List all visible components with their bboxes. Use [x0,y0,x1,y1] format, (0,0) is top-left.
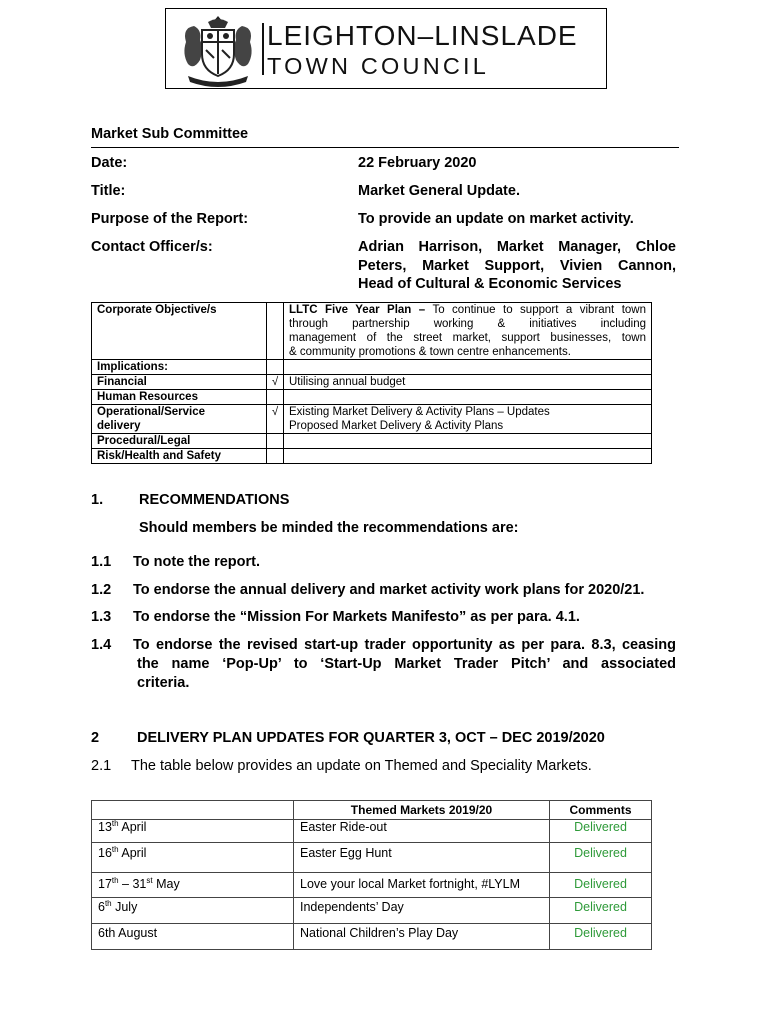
table-row [92,390,652,405]
hr-label: Human Resources [92,390,267,405]
item-1-4-line-3: criteria. [137,675,190,691]
table-header-row [92,801,652,820]
date-cell: 13th April [92,820,294,843]
column-header-comments: Comments [550,801,652,820]
item-1-1-number: 1.1 [91,554,112,570]
title-label: Title: [91,183,126,199]
date-cell: 16th April [92,843,294,873]
status-cell: Delivered [550,843,652,873]
item-1-3-text: To endorse the “Mission For Markets Manifesto” as per para. 4.1. [133,609,580,625]
themed-markets-table [91,800,652,950]
column-header-themed-markets: Themed Markets 2019/20 [294,801,550,820]
para-2-1-text: The table below provides an update on Themed and Speciality Markets. [131,758,592,774]
org-name: LEIGHTON–LINSLADE [267,20,578,51]
procedural-label: Procedural/Legal [92,434,267,449]
item-1-3-number: 1.3 [91,609,112,625]
committee-name: Market Sub Committee [91,126,249,142]
header-rule [91,147,679,148]
financial-value: Utilising annual budget [284,375,652,390]
section-1-intro: Should members be minded the recommendations are: [139,520,519,536]
item-1-1-text: To note the report. [133,554,261,570]
table-row [92,360,652,375]
purpose-label: Purpose of the Report: [91,211,249,227]
operational-label: Operational/Service delivery [92,405,267,434]
event-cell: Love your local Market fortnight, #LYLM [294,873,550,898]
table-row [92,924,652,950]
contact-line-2: Peters, Market Support, Vivien Cannon, [358,258,676,274]
date-label: Date: [91,155,128,171]
event-cell: Independents’ Day [294,898,550,924]
table-row [92,434,652,449]
council-logo [165,8,607,89]
table-row [92,303,652,360]
contact-label: Contact Officer/s: [91,239,213,255]
event-cell: National Children’s Play Day [294,924,550,950]
date-cell: 17th – 31st May [92,873,294,898]
corporate-objective-label: Corporate Objective/s [92,303,267,360]
title-value: Market General Update. [358,183,520,199]
contact-line-3: Head of Cultural & Economic Services [358,276,622,292]
check-icon: √ [267,375,284,390]
section-1-number: 1. [91,492,104,508]
table-row [92,375,652,390]
item-1-4-line-2: the name ‘Pop-Up’ to ‘Start-Up Market Trader Pitch’ and associated [137,656,676,672]
table-row [92,873,652,898]
table-row [92,405,652,434]
section-2-heading: DELIVERY PLAN UPDATES FOR QUARTER 3, OCT – DEC 2019/2020 [137,730,605,746]
status-cell: Delivered [550,924,652,950]
date-cell: 6th July [92,898,294,924]
item-1-2-text: To endorse the annual delivery and market activity work plans for 2020/21. [133,582,645,598]
event-cell: Easter Ride-out [294,820,550,843]
table-row [92,820,652,843]
corporate-objective-value: LLTC Five Year Plan – To continue to support a vibrant town through partnership working & initiatives including management of the street market, support businesses, town & community promotions & town centre enhancements. [284,303,652,360]
section-1-heading: RECOMMENDATIONS [139,492,290,508]
status-cell: Delivered [550,820,652,843]
status-cell: Delivered [550,898,652,924]
section-2-number: 2 [91,730,100,746]
implications-label: Implications: [92,360,267,375]
coat-of-arms-icon [178,12,258,88]
status-cell: Delivered [550,873,652,898]
date-cell: 6th August [92,924,294,950]
item-1-4-number: 1.4 [91,637,112,653]
logo-divider [262,23,264,75]
table-row [92,449,652,464]
check-icon: √ [267,405,284,434]
purpose-value: To provide an update on market activity. [358,211,634,227]
item-1-4-line-1: To endorse the revised start-up trader opportunity as per para. 8.3, ceasing [133,637,676,653]
event-cell: Easter Egg Hunt [294,843,550,873]
table-row [92,843,652,873]
contact-line-1: Adrian Harrison, Market Manager, Chloe [358,239,676,255]
org-subname: TOWN COUNCIL [267,53,490,79]
para-2-1-number: 2.1 [91,758,112,774]
financial-label: Financial [92,375,267,390]
table-row [92,898,652,924]
operational-value: Existing Market Delivery & Activity Plans – Updates Proposed Market Delivery & Activity Plans [284,405,652,434]
date-value: 22 February 2020 [358,155,477,171]
objectives-table [91,302,652,464]
risk-label: Risk/Health and Safety [92,449,267,464]
item-1-2-number: 1.2 [91,582,112,598]
